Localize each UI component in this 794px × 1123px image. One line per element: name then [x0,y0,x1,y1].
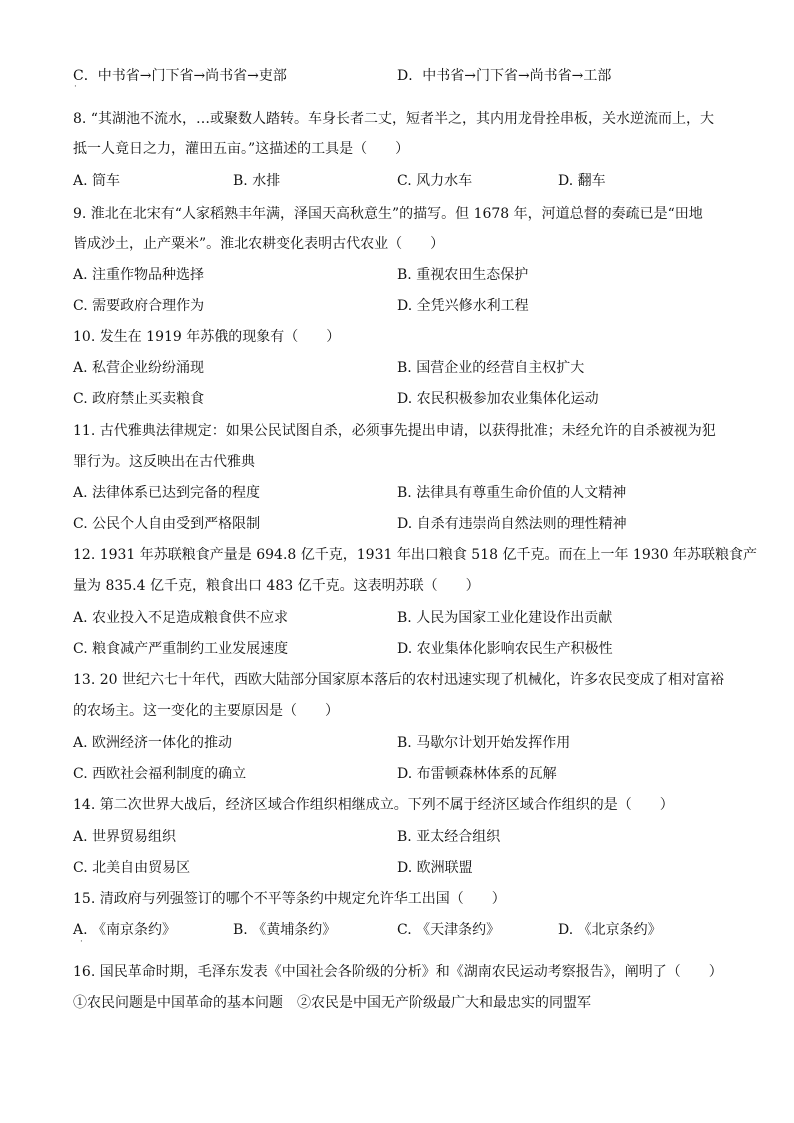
q14-option-a: A. 世界贸易组织 [73,829,177,845]
q10-option-d: D. 农民积极参加农业集体化运动 [397,391,599,407]
q8-option-d: D. 翻车 [558,173,606,189]
q13-stem-line2: 的农场主。这一变化的主要原因是（ ） [73,703,339,719]
q12-stem-line1: 12. 1931 年苏联粮食产量是 694.8 亿千克，1931 年出口粮食 518 亿千克。而在上一年 1930 年苏联粮食产 [73,547,758,563]
q9-option-c: C. 需要政府合理作为 [73,298,205,314]
q8-option-b: B. 水排 [233,173,281,189]
q15-option-d: D. 《北京条约》 [558,922,662,938]
q9-stem-line2: 皆成沙土，止产粟米”。淮北农耕变化表明古代农业（ ） [73,236,445,252]
q14-option-b: B. 亚太经合组织 [397,829,501,845]
q8-stem-line1: 8. “其湖池不流水，…或聚数人踏转。车身长者二丈，短者半之，其内用龙骨拴串板，关水逆流而上，大 [73,111,714,127]
q12-stem-line2: 量为 835.4 亿千克，粮食出口 483 亿千克。这表明苏联（ ） [73,578,480,594]
q8-option-a: A. 筒车 [73,173,121,189]
q13-option-a: A. 欧洲经济一体化的推动 [73,735,233,751]
q11-option-a: A. 法律体系已达到完备的程度 [73,485,261,501]
q13-option-d: D. 布雷顿森林体系的瓦解 [397,766,557,782]
q11-option-b: B. 法律具有尊重生命价值的人文精神 [397,485,627,501]
q9-option-b: B. 重视农田生态保护 [397,267,529,283]
q11-stem-line2: 罪行为。这反映出在古代雅典 [73,454,255,470]
q9-option-d: D. 全凭兴修水利工程 [397,298,529,314]
q15-option-a: A. 《南京条约》 [73,922,177,938]
q8-option-c: C. 风力水车 [397,173,473,189]
q13-stem-line1: 13. 20 世纪六七十年代，西欧大陆部分国家原本落后的农村迅速实现了机械化，许多农民变成了相对富裕 [73,672,724,688]
q7-option-c: C．中书省→门下省→尚书省→吏部 [73,68,287,84]
q13-option-c: C. 西欧社会福利制度的确立 [73,766,247,782]
q9-stem-line1: 9. 淮北在北宋有“人家稻熟丰年满，泽国天高秋意生”的描写。但 1678 年，河道总督的奏疏已是“田地 [73,206,703,222]
q11-option-d: D. 自杀有违崇尚自然法则的理性精神 [397,516,627,532]
q12-option-a: A. 农业投入不足造成粮食供不应求 [73,610,289,626]
q11-stem-line1: 11. 古代雅典法律规定：如果公民试图自杀，必须事先提出申请，以获得批准；未经允许的自杀被视为犯 [73,423,716,439]
q14-stem: 14. 第二次世界大战后，经济区域合作组织相继成立。下列不属于经济区域合作组织的是（ ） [73,797,674,813]
q13-option-b: B. 马歇尔计划开始发挥作用 [397,735,571,751]
q15-option-b: B. 《黄埔条约》 [233,922,337,938]
q12-option-c: C. 粮食减产严重制约工业发展速度 [73,641,289,657]
q9-option-a: A. 注重作物品种选择 [73,267,205,283]
q10-option-c: C. 政府禁止买卖粮食 [73,391,205,407]
q7-option-d: D．中书省→门下省→尚书省→工部 [397,68,612,84]
q14-option-d: D. 欧洲联盟 [397,860,473,876]
q12-option-d: D. 农业集体化影响农民生产积极性 [397,641,613,657]
q10-option-a: A. 私营企业纷纷涌现 [73,360,205,376]
q16-stem-line1: 16. 国民革命时期，毛泽东发表《中国社会各阶级的分析》和《湖南农民运动考察报告》，阐明了（ ） [73,964,723,980]
q15-stem: 15. 清政府与列强签订的哪个不平等条约中规定允许华工出国（ ） [73,891,506,907]
mark-dot: · [74,82,77,92]
q12-option-b: B. 人民为国家工业化建设作出贡献 [397,610,613,626]
mark-dot: · [80,937,83,947]
q15-option-c: C. 《天津条约》 [397,922,501,938]
q10-stem: 10. 发生在 1919 年苏俄的现象有（ ） [73,329,341,345]
q11-option-c: C. 公民个人自由受到严格限制 [73,516,261,532]
q14-option-c: C. 北美自由贸易区 [73,860,191,876]
q10-option-b: B. 国营企业的经营自主权扩大 [397,360,585,376]
q16-stem-line2: ①农民问题是中国革命的基本问题 ②农民是中国无产阶级最广大和最忠实的同盟军 [73,995,591,1011]
q8-stem-line2: 抵一人竟日之力，灌田五亩。”这描述的工具是（ ） [73,141,410,157]
